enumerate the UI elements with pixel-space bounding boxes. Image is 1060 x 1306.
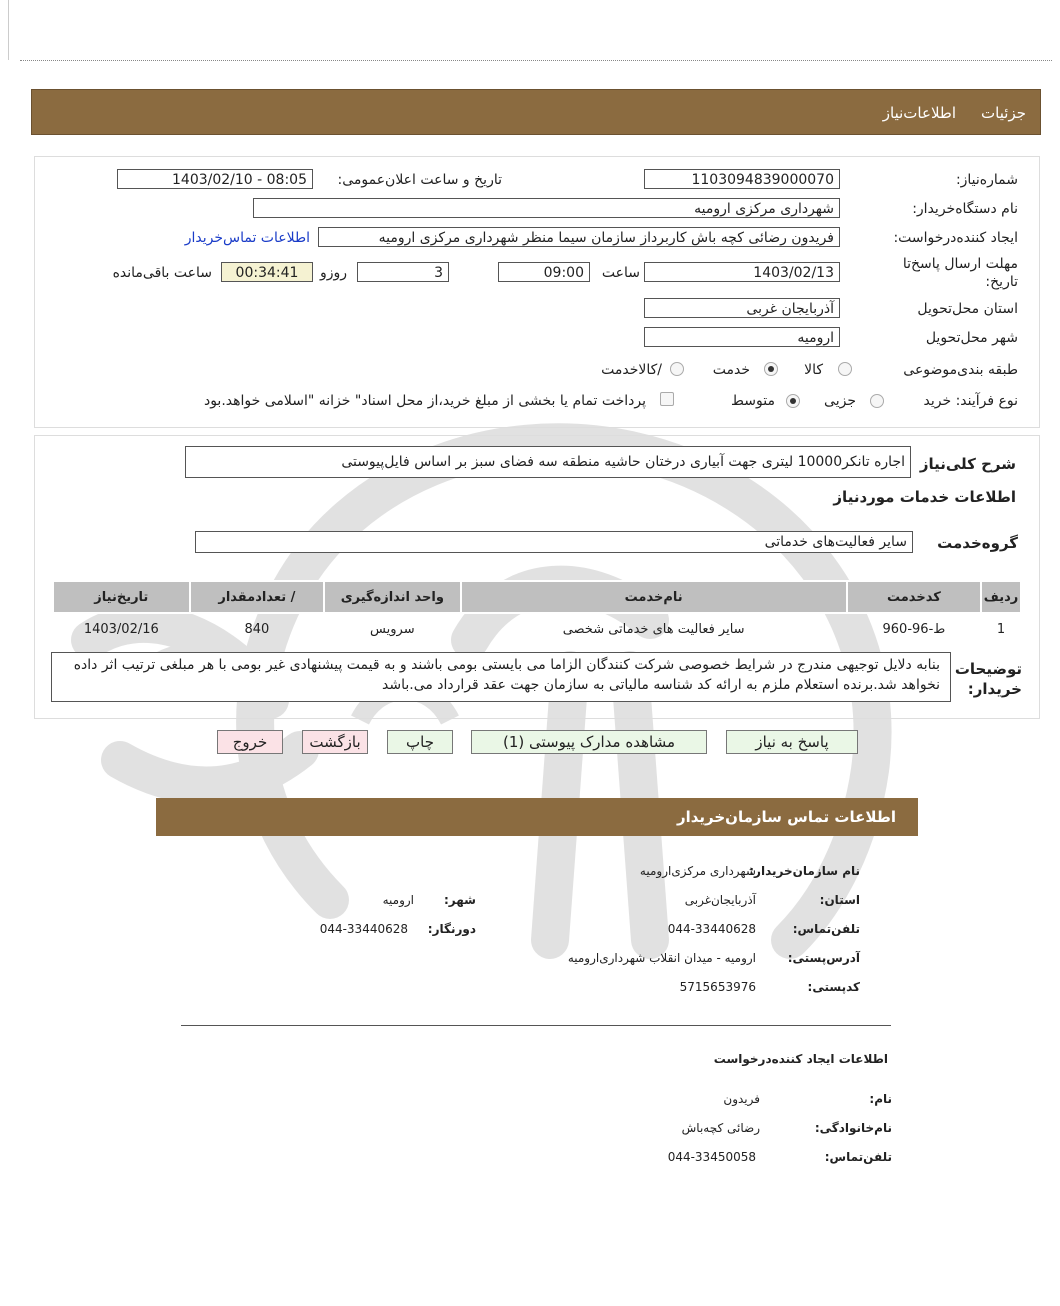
cell-row: 1 [996,621,1006,637]
need-info-panel [34,156,1040,428]
back-button[interactable]: بازگشت [302,730,368,754]
services-heading: اطلاعات خدمات موردنیاز [833,488,1016,506]
creator-phone-value: 044-33450058 [667,1150,756,1164]
contact-postal-label: کدپستی: [807,980,860,994]
service-group-label: گروه‌خدمت [937,534,1018,552]
top-separator [20,60,1052,61]
creator-field: فریدون رضائی کچه باش کاربرداز سازمان سیما منظر شهرداری مرکزی ارومیه [318,227,840,247]
deadline-time-field: 09:00 [498,262,590,282]
cell-name: سایر فعالیت های خدماتی شخصی [562,621,745,637]
contact-header-bar [156,798,918,836]
col-row-header: ردیف [981,581,1021,613]
province-label: استان محل‌تحویل [917,301,1018,317]
contact-org-value: شهرداری مرکزی‌ارومیه [639,864,756,878]
print-button[interactable]: چاپ [387,730,453,754]
buyer-notes-label-1: توضیحات [954,660,1022,678]
process-medium-radio[interactable] [786,394,800,408]
deadline-date-field: 1403/02/13 [644,262,840,282]
col-quantity-header: / تعدادمقدار [190,581,324,613]
process-medium-label: متوسط [731,393,775,409]
creator-first-name-label: نام: [869,1092,892,1106]
left-border [8,0,9,60]
announce-label: تاریخ و ساعت اعلان‌عمومی: [337,172,502,188]
cell-unit: سرویس [370,621,415,637]
exit-button[interactable]: خروج [217,730,283,754]
creator-first-name-value: فریدون [723,1092,760,1106]
category-goods-label: کالا [804,362,823,378]
contact-phone-label: تلفن‌تماس: [792,922,860,936]
tab-details[interactable]: جزئیات [981,104,1026,122]
summary-label: شرح کلی‌نیاز [919,455,1016,473]
treasury-checkbox[interactable] [660,392,674,406]
process-partial-radio[interactable] [870,394,884,408]
deadline-label-1: مهلت ارسال پاسخ‌تا [902,256,1018,272]
province-field: آذربایجان غربی [644,298,840,318]
creator-phone-label: تلفن‌تماس: [824,1150,892,1164]
need-number-field: 1103094839000070 [644,169,840,189]
contact-city-label: شهر: [444,893,476,907]
treasury-text: پرداخت تمام یا بخشی از مبلغ خرید،از محل اسناد" خزانه "اسلامی خواهد.بود [203,393,646,409]
summary-field: اجاره تانکر10000 لیتری جهت آبیاری درختان حاشیه منطقه سه فضای سبز بر اساس فایل‌پیوستی [185,446,911,478]
creator-heading: اطلاعات ایجاد کننده‌درخواست [713,1052,888,1066]
contact-province-label: استان: [819,893,860,907]
contact-city-value: ارومیه [382,893,414,907]
contact-heading: اطلاعات تماس سازمان‌خریدار [676,808,896,826]
reply-button[interactable]: پاسخ به نیاز [726,730,858,754]
services-table-header [53,581,1021,613]
remaining-label: ساعت باقی‌مانده [112,265,212,281]
contact-postal-value: 5715653976 [679,980,756,994]
category-goods-radio[interactable] [838,362,852,376]
cell-date: 1403/02/16 [83,621,159,637]
contact-fax-label: دورنگار: [427,922,476,936]
service-group-field: سایر فعالیت‌های خدماتی [195,531,913,553]
tab-need-info[interactable]: اطلاعات‌نیاز [882,104,956,122]
contact-fax-value: 044-33440628 [319,922,408,936]
creator-last-name-value: رضائی کچه‌باش [681,1121,760,1135]
buyer-notes-box: بنابه دلایل توجیهی مندرج در شرایط خصوصی شرکت کنندگان الزاما می بایستی بومی باشند و به قیمت پیشنهادی غیر بومی با هر مبلغی ترتیب اثر داده نخواهد شد.برنده استعلام ملزم به ارائه کد شناسه مالیاتی به سازمان جهت عقد قرارداد می.باشد [51,652,951,702]
days-label: روزو [319,265,347,281]
category-service-label: خدمت [712,362,750,378]
contact-divider [181,1025,891,1026]
process-partial-label: جزیی [824,393,856,409]
table-row [53,613,1021,644]
city-field: ارومیه [644,327,840,347]
creator-last-name-label: نام‌خانوادگی: [814,1121,892,1135]
days-field: 3 [357,262,449,282]
cell-code: ط-96-960 [882,621,946,637]
deadline-time-label: ساعت [601,265,640,281]
contact-address-value: ارومیه - میدان انقلاب شهرداری‌ارومیه [567,951,756,965]
category-label: طبقه بندی‌موضوعی [903,362,1018,378]
category-goods-service-label: /کالاخدمت [601,362,662,378]
col-name-header: نام‌خدمت [461,581,847,613]
city-label: شهر محل‌تحویل [925,330,1018,346]
contact-province-value: آذربایجان‌غربی [684,893,756,907]
buyer-notes-label-2: خریدار: [967,680,1022,698]
remaining-time-field: 00:34:41 [221,262,313,282]
announce-date-field: 1403/02/10 - 08:05 [117,169,313,189]
col-unit-header: واحد اندازه‌گیری [324,581,460,613]
creator-label: ایجاد کننده‌درخواست: [893,230,1018,246]
view-attachments-button[interactable]: مشاهده مدارک پیوستی (1) [471,730,707,754]
services-table [52,580,1022,644]
col-code-header: کدخدمت [847,581,981,613]
contact-phone-value: 044-33440628 [667,922,756,936]
buyer-field: شهرداری مرکزی ارومیه [253,198,840,218]
category-goods-service-radio[interactable] [670,362,684,376]
cell-quantity: 840 [244,621,270,637]
contact-org-label: نام سازمان‌خریدار: [749,864,860,878]
need-number-label: شماره‌نیاز: [955,172,1018,188]
category-service-radio[interactable] [764,362,778,376]
buyer-label: نام دستگاه‌خریدار: [912,201,1018,217]
contact-address-label: آدرس‌پستی: [787,951,860,965]
col-date-header: تاریخ‌نیاز [53,581,190,613]
buyer-contact-link[interactable]: اطلاعات تماس‌خریدار [184,230,310,246]
deadline-label-2: تاریخ: [985,274,1018,290]
process-label: نوع فرآیند: خرید [923,393,1018,409]
details-header-bar [31,89,1041,135]
